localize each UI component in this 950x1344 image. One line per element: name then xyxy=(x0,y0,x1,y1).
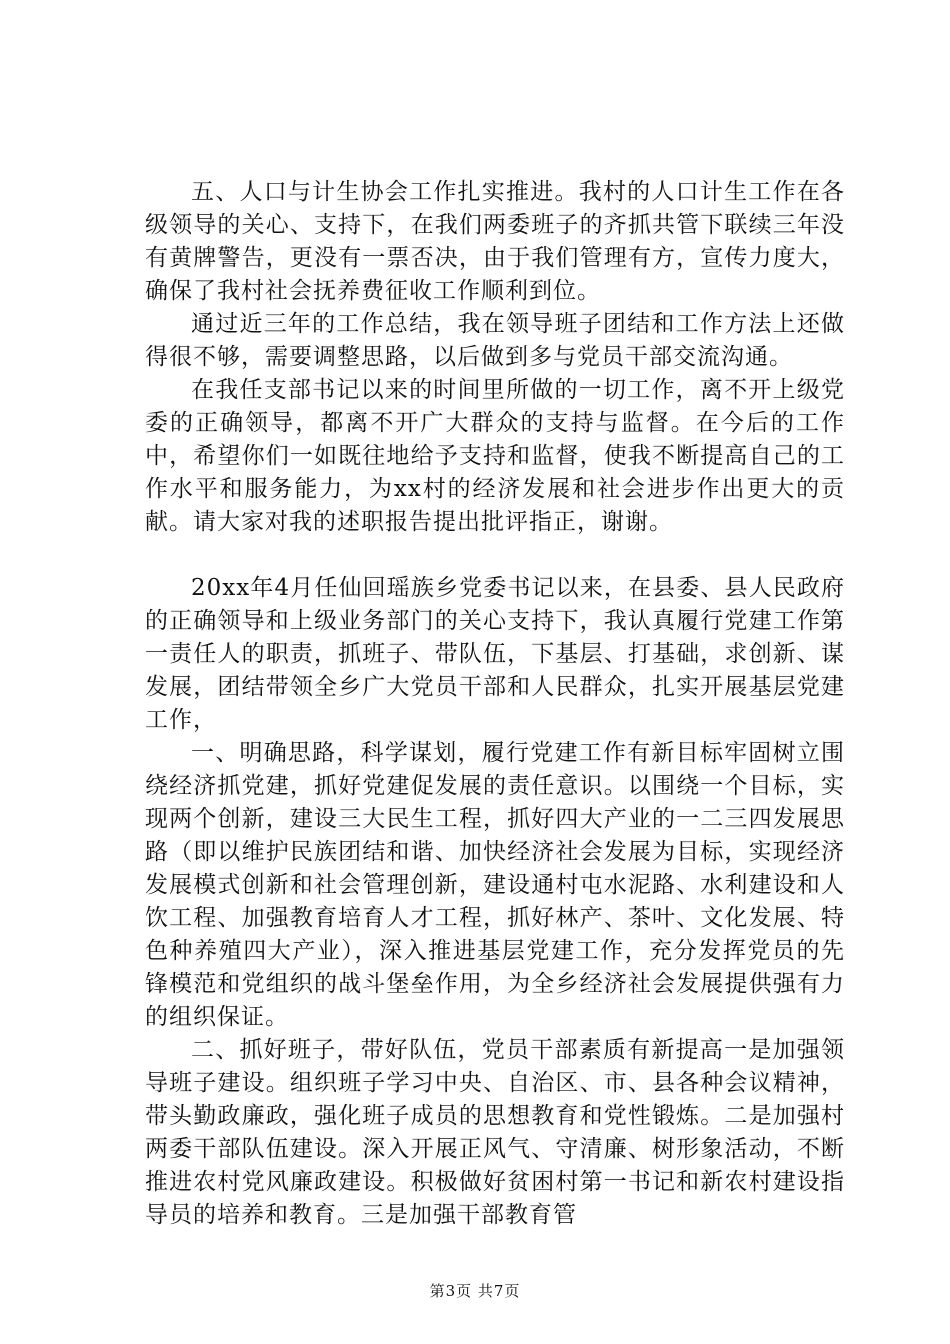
page-number-footer: 第3页 共7页 xyxy=(429,1282,521,1300)
paragraph-population-work: 五、人口与计生协会工作扎实推进。我村的人口计生工作在各级领导的关心、支持下，在我们两委班子的齐抓共管下联续三年没有黄牌警告，更没有一票否决，由于我们管理有方，宣传力度大，确保了我村社会抚养费征收工作顺利到位。 xyxy=(145,179,845,304)
section-gap xyxy=(145,539,845,572)
paragraph-closing-remarks: 在我任支部书记以来的时间里所做的一切工作，离不开上级党委的正确领导，都离不开广大群众的支持与监督。在今后的工作中，希望你们一如既往地给予支持和监督，使我不断提高自己的工作水平和服务能力，为xx村的经济发展和社会进步作出更大的贡献。请大家对我的述职报告提出批评指正，谢谢。 xyxy=(145,377,845,535)
document-body xyxy=(145,176,845,1232)
paragraph-clear-thinking: 一、明确思路，科学谋划，履行党建工作有新目标牢固树立围绕经济抓党建，抓好党建促发展的责任意识。以围绕一个目标，实现两个创新，建设三大民生工程，抓好四大产业的一二三四发展思路（即以维护民族团结和谐、加快经济社会发展为目标，实现经济发展模式创新和社会管理创新，建设通村屯水泥路、水利建设和人饮工程、加强教育培育人才工程，抓好林产、茶叶、文化发展、特色种养殖四大产业），深入推进基层党建工作，充分发挥党员的先锋模范和党组织的战斗堡垒作用，为全乡经济社会发展提供强有力的组织保证。 xyxy=(145,740,845,1030)
paragraph-team-building: 二、抓好班子，带好队伍，党员干部素质有新提高一是加强领导班子建设。组织班子学习中央、自治区、市、县各种会议精神，带头勤政廉政，强化班子成员的思想教育和党性锻炼。二是加强村两委干部队伍建设。深入开展正风气、守清廉、树形象活动，不断推进农村党风廉政建设。积极做好贫困村第一书记和新农村建设指导员的培养和教育。三是加强干部教育管 xyxy=(145,1037,845,1228)
paragraph-self-review: 通过近三年的工作总结，我在领导班子团结和工作方法上还做得很不够，需要调整思路，以后做到多与党员干部交流沟通。 xyxy=(145,311,845,370)
paragraph-party-building-intro: 20xx年4月任仙回瑶族乡党委书记以来，在县委、县人民政府的正确领导和上级业务部门的关心支持下，我认真履行党建工作第一责任人的职责，抓班子、带队伍，下基层、打基础，求创新、谋发展，团结带领全乡广大党员干部和人民群众，扎实开展基层党建工作， xyxy=(145,575,845,733)
